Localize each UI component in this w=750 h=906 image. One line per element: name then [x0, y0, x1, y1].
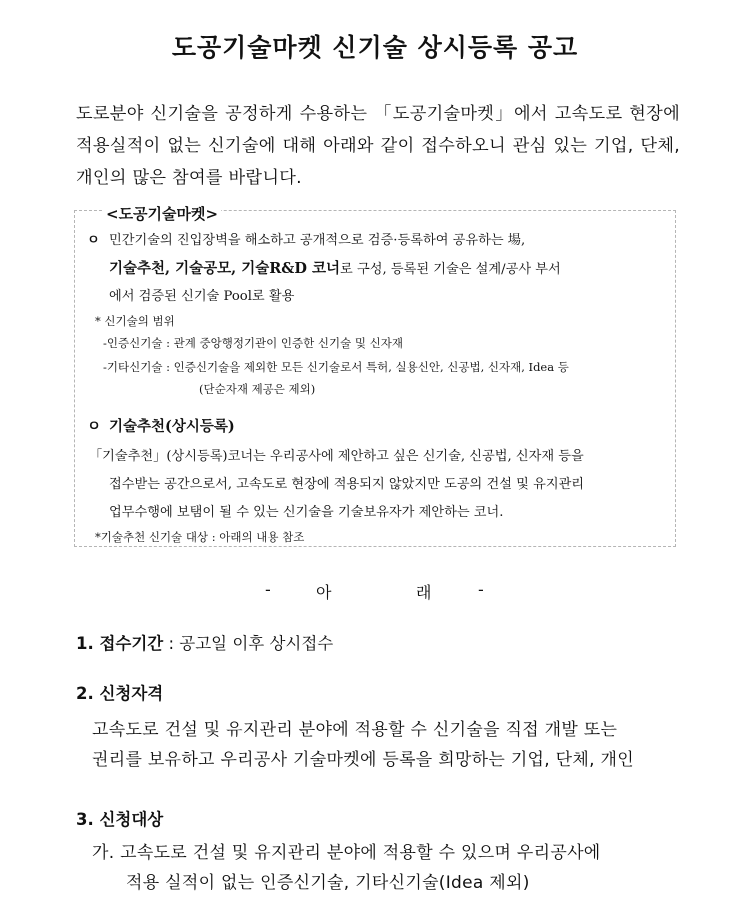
bullet1-text1: 민간기술의 진입장벽을 해소하고 공개적으로 검증·등록하여 공유하는 場,	[109, 233, 526, 248]
bullet2-line1: 「기술추천」(상시등록)코너는 우리공사에 제안하고 싶은 신기술, 신공법, 신자재 등을	[89, 449, 584, 464]
bullet-mark: ㅇ	[87, 233, 100, 248]
arae-rae: 래	[416, 583, 432, 602]
bullet-mark-2: ㅇ	[87, 418, 102, 435]
bullet1-line1	[87, 229, 525, 248]
bullet2-title	[87, 415, 235, 436]
scope-title: * 신기술의 범위	[95, 314, 175, 328]
scope-item-2-cont: (단순자재 제공은 제외)	[199, 382, 316, 396]
bullet2-line2: 접수받는 공간으로서, 고속도로 현장에 적용되지 않았지만 도공의 건설 및 유지관리	[109, 477, 585, 492]
section-3-heading	[76, 806, 163, 830]
bullet2-title-text: 기술추천(상시등록)	[109, 418, 235, 435]
section-2-line2: 권리를 보유하고 우리공사 기술마켓에 등록을 희망하는 기업, 단체, 개인	[92, 750, 634, 770]
section-2-heading	[76, 680, 163, 704]
section-1-text: : 공고일 이후 상시접수	[163, 634, 334, 653]
section-1-heading: 1. 접수기간	[76, 634, 164, 653]
arae-dash-left: -	[265, 580, 271, 599]
bullet2-note: *기술추천 신기술 대상 : 아래의 내용 참조	[95, 530, 305, 544]
bullet1-text2: 로 구성, 등록된 기술은 설계/공사 부서	[340, 262, 561, 277]
bullet1-line3: 에서 검증된 신기술 Pool로 활용	[109, 289, 295, 304]
section-1	[76, 630, 333, 654]
bullet2-line3: 업무수행에 보탬이 될 수 있는 신기술을 기술보유자가 제안하는 코너.	[109, 505, 504, 520]
tech-market-box	[74, 205, 676, 547]
below-heading	[0, 580, 750, 602]
arae-dash-right: -	[478, 580, 484, 599]
section-2-heading-text: 2. 신청자격	[76, 684, 164, 703]
box-title: <도공기술마켓>	[103, 203, 221, 224]
section-3-line1: 가. 고속도로 건설 및 유지관리 분야에 적용할 수 있으며 우리공사에	[92, 843, 601, 863]
arae-a: 아	[316, 583, 332, 602]
bullet1-bold: 기술추천, 기술공모, 기술R&D 코너	[109, 260, 341, 277]
section-2-line1: 고속도로 건설 및 유지관리 분야에 적용할 수 신기술을 직접 개발 또는	[92, 720, 618, 740]
bullet1-line2	[109, 257, 561, 278]
section-3-heading-text: 3. 신청대상	[76, 810, 164, 829]
scope-item-1: -인증신기술 : 관계 중앙행정기관이 인증한 신기술 및 신자재	[103, 336, 403, 350]
intro-paragraph: 도로분야 신기술을 공정하게 수용하는 「도공기술마켓」에서 고속도로 현장에 적용실적이 없는 신기술에 대해 아래와 같이 접수하오니 관심 있는 기업, 단체, 개인의 많은 참여를 바랍니다.	[76, 104, 680, 188]
section-3-line2: 적용 실적이 없는 인증신기술, 기타신기술(Idea 제외)	[126, 873, 530, 893]
page-title: 도공기술마켓 신기술 상시등록 공고	[171, 33, 579, 62]
scope-item-2: -기타신기술 : 인증신기술을 제외한 모든 신기술로서 특허, 실용신안, 신공법, 신자재, Idea 등	[103, 360, 569, 374]
